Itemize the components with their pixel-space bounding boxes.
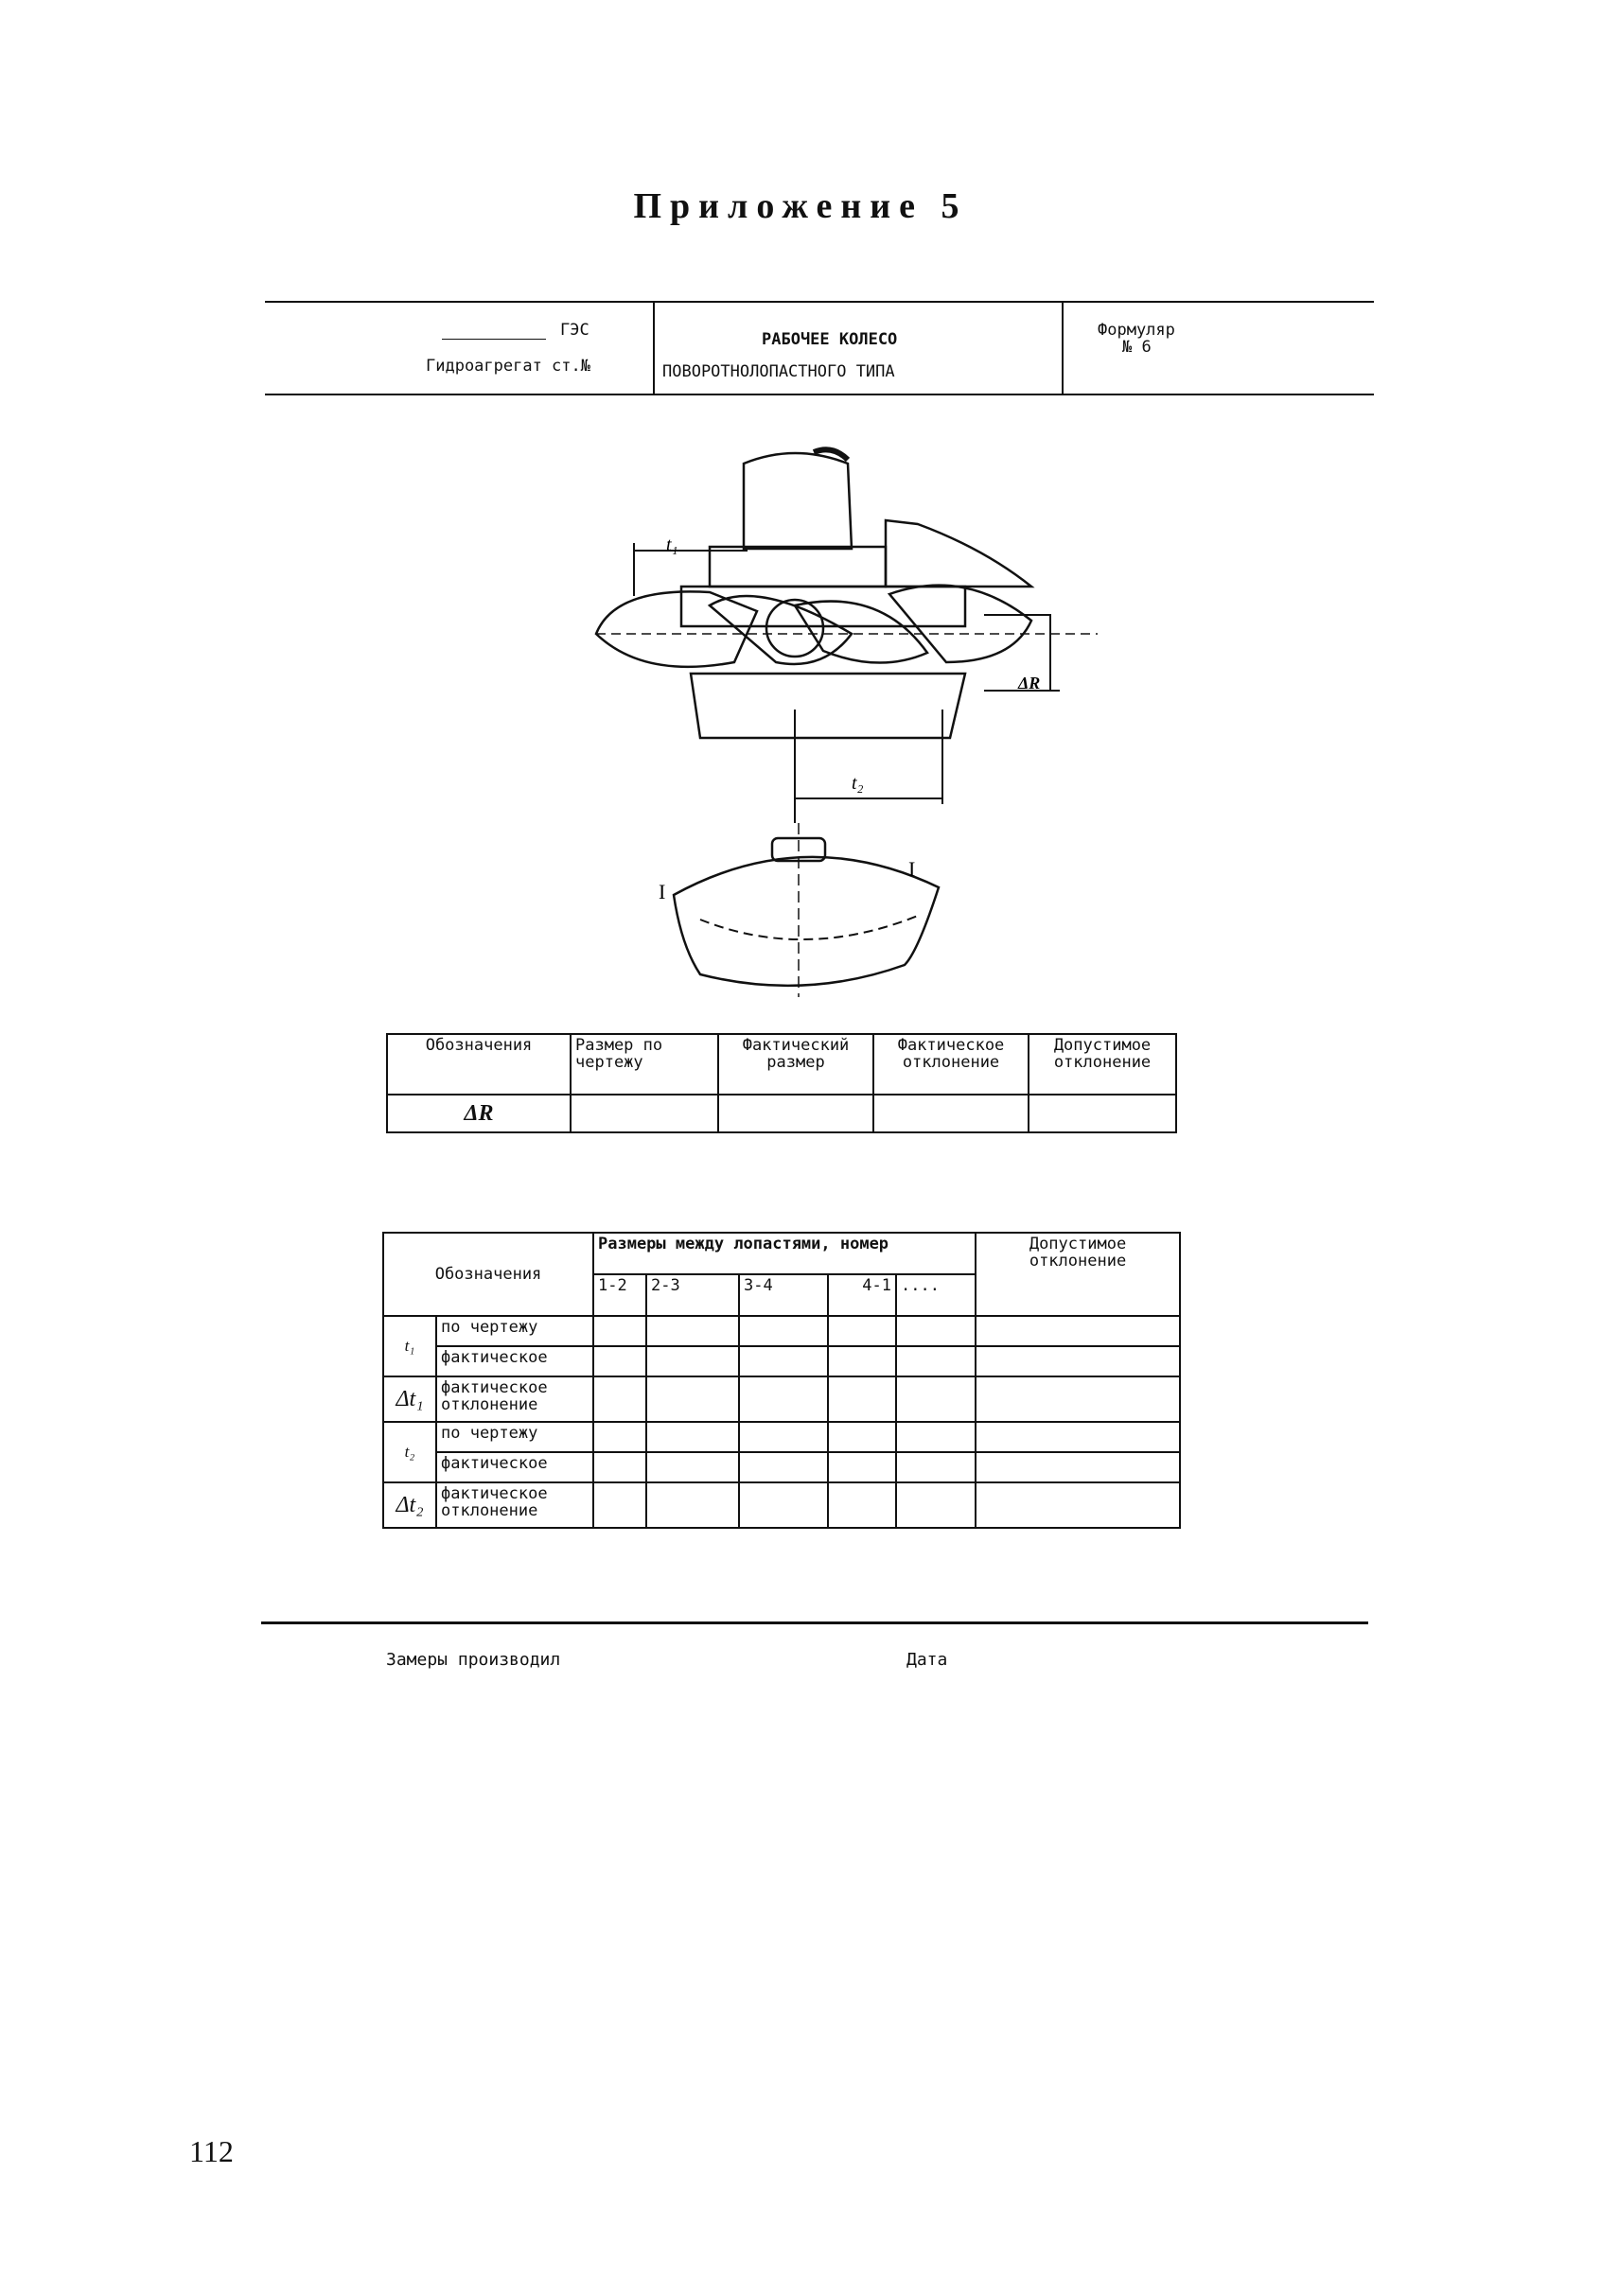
label-section-right: I xyxy=(908,857,916,881)
table2-row-label: по чертежу xyxy=(436,1316,593,1346)
footer-rule xyxy=(261,1621,1368,1624)
label-t1: t₁ xyxy=(666,535,678,555)
blade-center-right xyxy=(795,602,927,663)
header-divider-2 xyxy=(1062,301,1064,395)
table2-row-label: фактическое xyxy=(436,1346,593,1376)
table1-header-allowed-deviation: Допустимое отклонение xyxy=(1029,1034,1176,1095)
hub-lower-body xyxy=(691,674,965,738)
header-top-rule xyxy=(265,301,1374,303)
label-dR: ΔR xyxy=(1018,674,1041,692)
label-t2: t₂ xyxy=(852,773,864,794)
table2-header-allowed: Допустимое отклонение xyxy=(976,1233,1180,1316)
form-label: Формуляр xyxy=(1098,321,1175,340)
table1-cell xyxy=(873,1095,1029,1132)
table1-cell xyxy=(571,1095,718,1132)
section-arc xyxy=(700,916,918,939)
header-bottom-rule xyxy=(265,394,1374,395)
hub-center-circle xyxy=(766,600,823,657)
table2-symbol-dt2: Δt₂ xyxy=(383,1482,436,1528)
table1-header-actual-deviation: Фактическое отклонение xyxy=(873,1034,1029,1095)
table2-row-label: по чертежу xyxy=(436,1422,593,1452)
component-title-line1: РАБОЧЕЕ КОЛЕСО xyxy=(762,330,898,349)
form-number: № 6 xyxy=(1122,338,1152,357)
dim-t2 xyxy=(795,710,942,823)
table2-row xyxy=(383,1422,1180,1452)
table1-header-row xyxy=(387,1034,1176,1095)
table2-header-row xyxy=(383,1233,1180,1274)
measured-by-label: Замеры производил xyxy=(386,1650,561,1670)
runner-drawing xyxy=(568,426,1098,1012)
table2-row xyxy=(383,1316,1180,1346)
table2-col-3-4: 3-4 xyxy=(739,1274,828,1316)
table1-header-designation: Обозначения xyxy=(387,1034,571,1095)
table2-row-label: фактическое отклонение xyxy=(436,1376,593,1422)
table2-symbol-t2: t₂ xyxy=(383,1422,436,1482)
table2-col-1-2: 1-2 xyxy=(593,1274,646,1316)
table2-symbol-dt1: Δt₁ xyxy=(383,1376,436,1422)
table2-col-2-3: 2-3 xyxy=(646,1274,739,1316)
table2-row-label: фактическое отклонение xyxy=(436,1482,593,1528)
table2-header-designation: Обозначения xyxy=(383,1233,593,1316)
blade-right xyxy=(889,586,1031,662)
table2-symbol-t1: t₁ xyxy=(383,1316,436,1376)
station-name-blank xyxy=(442,339,546,340)
appendix-title: Приложение 5 xyxy=(633,186,968,226)
table2-row xyxy=(383,1346,1180,1376)
table1-cell xyxy=(718,1095,873,1132)
table-blade-spacing xyxy=(382,1232,1181,1529)
unit-label: Гидроагрегат ст.№ xyxy=(426,357,590,376)
table1-header-design-size: Размер по чертежу xyxy=(571,1034,718,1095)
table2-row xyxy=(383,1482,1180,1528)
hub-flange xyxy=(710,547,886,587)
side-wedge xyxy=(886,520,1031,587)
header-divider-1 xyxy=(653,301,655,395)
table1-symbol-dR: ΔR xyxy=(387,1095,571,1132)
table2-row xyxy=(383,1376,1180,1422)
date-label: Дата xyxy=(906,1650,948,1670)
shaft-shape xyxy=(744,453,852,549)
table-delta-r xyxy=(386,1033,1177,1133)
table1-cell xyxy=(1029,1095,1176,1132)
station-suffix: ГЭС xyxy=(560,321,589,340)
table1-row xyxy=(387,1095,1176,1132)
table2-col-more: .... xyxy=(896,1274,976,1316)
table2-row-label: фактическое xyxy=(436,1452,593,1482)
page-number: 112 xyxy=(189,2134,234,2168)
table1-header-actual-size: Фактический размер xyxy=(718,1034,873,1095)
table2-row xyxy=(383,1452,1180,1482)
dim-t1 xyxy=(634,543,748,596)
component-title-line2: ПОВОРОТНОЛОПАСТНОГО ТИПА xyxy=(662,362,895,381)
table2-header-sizes: Размеры между лопастями, номер xyxy=(593,1233,976,1274)
blade-left xyxy=(596,591,757,667)
table2-col-4-1: 4-1 xyxy=(828,1274,896,1316)
label-section-left: I xyxy=(659,880,666,903)
section-outline xyxy=(674,857,939,986)
